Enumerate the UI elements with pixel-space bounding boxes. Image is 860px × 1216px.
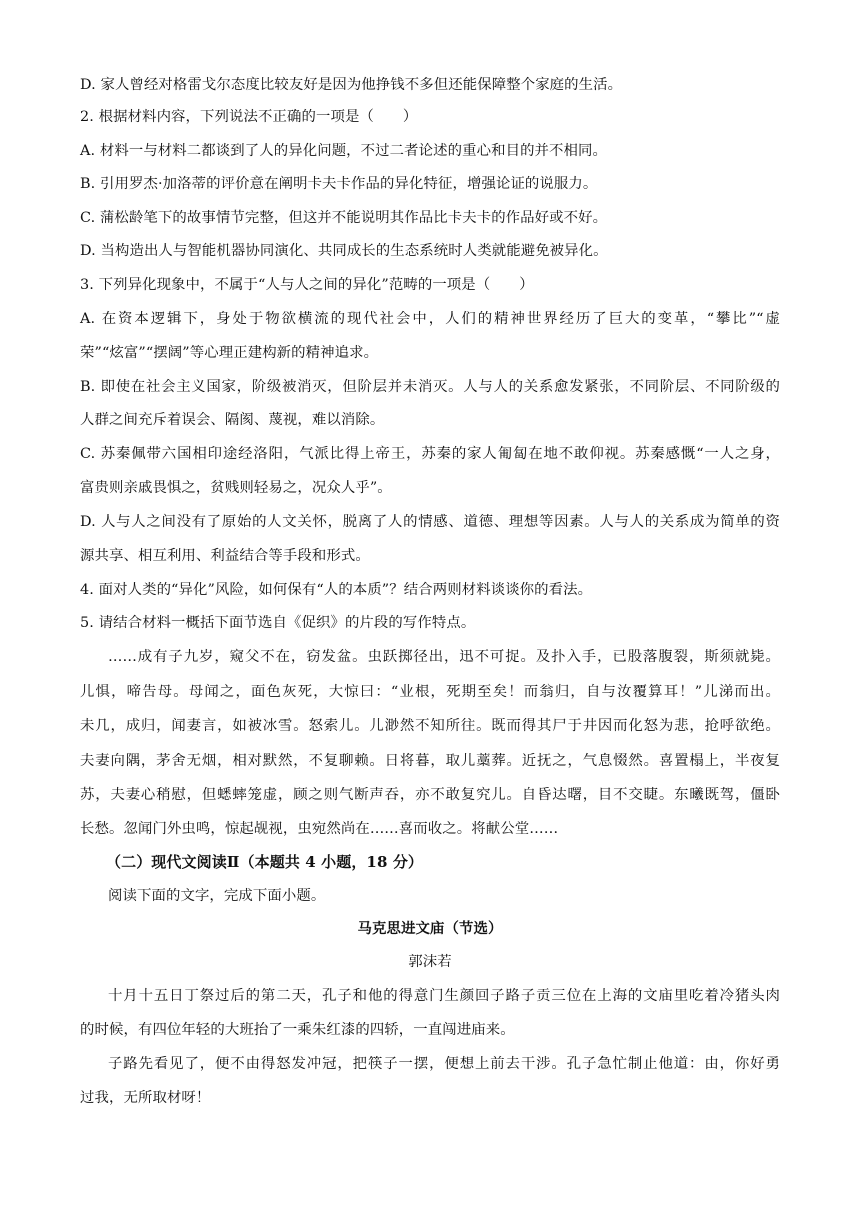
article-paragraph-line: 子路先看见了，便不由得怒发冲冠，把筷子一摆，便想上前去干涉。孔子急忙制止他道：由，你好勇 — [108, 1056, 780, 1072]
question-5: 5. 请结合材料一概括下面节选自《促织》的片段的写作特点。 — [80, 615, 476, 631]
article-paragraph-line: 过我，无所取材呀！ — [80, 1090, 211, 1106]
option-line-cont: 富贵则亲戚畏惧之，贫贱则轻易之，况众人乎”。 — [80, 480, 392, 496]
excerpt-line: 夫妻向隅，茅舍无烟，相对默然，不复聊赖。日将暮，取儿藁葬。近抚之，气息惙然。喜置榻上，半夜复 — [80, 753, 780, 769]
question-4: 4. 面对人类的“异化”风险，如何保有“人的本质”？结合两则材料谈谈你的看法。 — [80, 582, 593, 598]
article-paragraph-line: 十月十五日丁祭过后的第二天，孔子和他的得意门生颜回子路子贡三位在上海的文庙里吃着冷猪头肉 — [108, 988, 780, 1004]
article-paragraph-line: 的时候，有四位年轻的大班抬了一乘朱红漆的四轿，一直闯进庙来。 — [80, 1022, 515, 1038]
option-line-cont: 源共享、相互利用、利益结合等手段和形式。 — [80, 548, 370, 564]
option-line: D. 人与人之间没有了原始的人文关怀，脱离了人的情感、道德、理想等因素。人与人的关系成为简单的资 — [80, 514, 780, 530]
article-title: 马克思进文庙（节选） — [357, 920, 503, 937]
option-line: B. 引用罗杰·加洛蒂的评价意在阐明卡夫卡作品的异化特征，增强论证的说服力。 — [80, 176, 598, 192]
option-line: C. 苏秦佩带六国相印途经洛阳，气派比得上帝王，苏秦的家人匍匐在地不敢仰视。苏秦感慨“一人之身， — [80, 446, 780, 462]
option-line: D. 家人曾经对格雷戈尔态度比较友好是因为他挣钱不多但还能保障整个家庭的生活。 — [80, 77, 623, 93]
option-line: D. 当构造出人与智能机器协同演化、共同成长的生态系统时人类就能避免被异化。 — [80, 243, 608, 259]
excerpt-line: 未几，成归，闻妻言，如被冰雪。怒索儿。儿渺然不知所往。既而得其尸于井因而化怒为悲，抢呼欲绝。 — [80, 718, 780, 734]
reading-instruction: 阅读下面的文字，完成下面小题。 — [108, 888, 326, 904]
option-line: B. 即使在社会主义国家，阶级被消灭，但阶层并未消灭。人与人的关系愈发紧张，不同阶层、不同阶级的 — [80, 379, 780, 395]
question-3: 3. 下列异化现象中，不属于“人与人之间的异化”范畴的一项是（ ） — [80, 277, 534, 293]
excerpt-line: 儿惧，啼告母。母闻之，面色灰死，大惊曰：“业根，死期至矣！而翁归，自与汝覆算耳！”儿涕而出。 — [80, 684, 780, 700]
question-2: 2. 根据材料内容，下列说法不正确的一项是（ ） — [80, 109, 418, 125]
option-line: A. 材料一与材料二都谈到了人的异化问题，不过二者论述的重心和目的并不相同。 — [80, 143, 608, 159]
excerpt-line: 长愁。忽闻门外虫鸣，惊起觇视，虫宛然尚在……喜而收之。将献公堂…… — [80, 821, 559, 837]
option-line: A. 在资本逻辑下，身处于物欲横流的现代社会中，人们的精神世界经历了巨大的变革，“攀比”“虚 — [80, 311, 780, 327]
excerpt-line: ……成有子九岁，窥父不在，窃发盆。虫跃掷径出，迅不可捉。及扑入手，已股落腹裂，斯须就毙。 — [108, 649, 780, 665]
excerpt-line: 苏，夫妻心稍慰，但蟋蟀笼虚，顾之则气断声吞，亦不敢复究儿。自昏达曙，目不交睫。东曦既驾，僵卧 — [80, 787, 780, 803]
option-line-cont: 荣”“炫富”“摆阔”等心理正建构新的精神追求。 — [80, 345, 379, 361]
option-line: C. 蒲松龄笔下的故事情节完整，但这并不能说明其作品比卡夫卡的作品好或不好。 — [80, 210, 608, 226]
option-line-cont: 人群之间充斥着误会、隔阂、蔑视，难以消除。 — [80, 412, 385, 428]
section-heading: （二）现代文阅读Ⅱ（本题共 4 小题，18 分） — [106, 853, 424, 871]
article-author: 郭沫若 — [408, 954, 452, 970]
